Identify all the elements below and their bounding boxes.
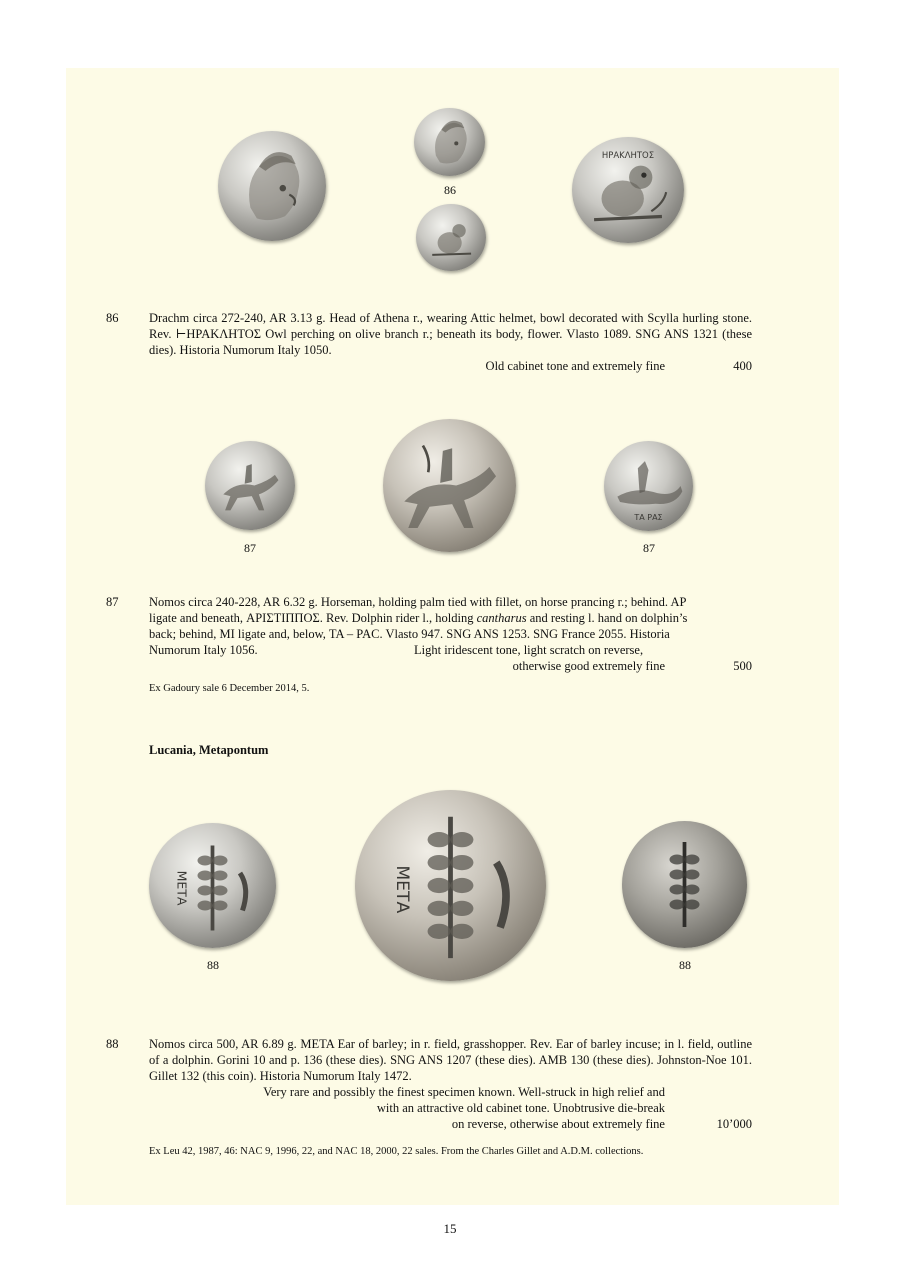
lot-condition — [200, 1084, 665, 1132]
lot-number: 88 — [106, 1037, 119, 1051]
meta-legend-text: ΜΕΤΑ — [392, 865, 413, 914]
owl-icon — [416, 204, 486, 271]
page-number: 15 — [443, 1221, 457, 1236]
barley-ear-icon — [355, 790, 546, 981]
lot-number: 87 — [106, 595, 119, 609]
lot-number: 86 — [106, 311, 119, 325]
desc-line-4: Numorum Italy 1056. — [149, 643, 258, 657]
dolphin-rider-icon — [604, 441, 693, 531]
lot-price: 400 — [733, 359, 752, 373]
lot-description: Drachm circa 272-240, AR 3.13 g. Head of Athena r., wearing Attic helmet, bowl decorated with Scylla hurling stone. Rev. ⊢ΗΡΑΚΛΗΤΟΣ Owl perching on olive branch r.; beneath its body, flower. Vlasto 1089. SNG ANS 1321 (these dies). Historia Numorum Italy 1050. — [149, 311, 752, 357]
coin-87-obverse-enlarged — [383, 419, 516, 552]
desc-line-2a: ligate and beneath, ΑΡΙΣΤΙΠΠΟΣ. Rev. Dolphin rider l., holding — [149, 611, 477, 625]
desc-line-3: back; behind, MI ligate and, below, TA – PAC. Vlasto 947. SNG ANS 1253. SNG France 2055. Historia — [149, 627, 670, 641]
lot-price: 10’000 — [716, 1117, 752, 1131]
horseman-icon — [383, 419, 516, 552]
lot-86 — [0, 310, 900, 380]
coin-87-reverse — [604, 441, 693, 531]
horseman-icon — [205, 441, 295, 530]
svg-text:ΤΑ ΡΑΣ: ΤΑ ΡΑΣ — [634, 512, 663, 522]
lot-price: 500 — [733, 659, 752, 673]
condition-line-2: with an attractive old cabinet tone. Unobtrusive die-break — [376, 1101, 665, 1115]
figure-label-88-right: 88 — [679, 958, 691, 972]
coin-87-obverse — [205, 441, 295, 530]
coin-86-reverse — [416, 204, 486, 271]
barley-ear-incuse-icon — [622, 821, 747, 948]
athena-head-icon — [218, 131, 326, 241]
lot-88-provenance: Ex Leu 42, 1987, 46: NAC 9, 1996, 22, and NAC 18, 2000, 22 sales. From the Charles Gillet and A.D.M. collections. — [149, 1146, 644, 1157]
barley-ear-icon — [149, 823, 276, 948]
section-heading: Lucania, Metapontum — [149, 743, 269, 757]
lot-87 — [0, 594, 900, 694]
lot-condition — [380, 642, 665, 674]
desc-line-1: Nomos circa 240-228, AR 6.32 g. Horseman, holding palm tied with fillet, on horse prancing r.; behind. AP — [149, 595, 687, 609]
coin-86-obverse-enlarged — [218, 131, 326, 241]
figure-label-88-left: 88 — [207, 958, 219, 972]
owl-icon — [572, 137, 684, 243]
condition-line-3: on reverse, otherwise about extremely fine — [451, 1117, 665, 1131]
owl-legend-text: ΗΡΑΚΛΗΤΟΣ — [601, 150, 655, 161]
coin-88-obverse — [149, 823, 276, 948]
lot-description: Nomos circa 500, AR 6.89 g. META Ear of barley; in r. field, grasshopper. Rev. Ear of barley incuse; in l. field, outline of a dolphin. Gorini 10 and p. 136 (these dies). SNG ANS 1207 (these dies). AMB 130 (these dies). Johnston-Noe 101. Gillet 132 (this coin). Historia Numorum Italy 1472. — [149, 1037, 752, 1083]
coin-86-obverse — [414, 108, 485, 176]
coin-88-obverse-enlarged — [355, 790, 546, 981]
condition-line-1: Light iridescent tone, light scratch on reverse, — [414, 643, 644, 657]
desc-line-2b: and resting l. hand on dolphin’s — [526, 611, 688, 625]
lot-87-provenance: Ex Gadoury sale 6 December 2014, 5. — [149, 683, 310, 694]
svg-text:ΜΕΤΑ: ΜΕΤΑ — [174, 870, 190, 906]
athena-head-icon — [414, 108, 485, 176]
coin-88-reverse — [622, 821, 747, 948]
lot-condition: Old cabinet tone and extremely fine — [485, 359, 665, 373]
figure-label-87-left: 87 — [244, 541, 256, 555]
condition-line-2: otherwise good extremely fine — [512, 659, 665, 673]
figure-label-87-right: 87 — [643, 541, 655, 555]
desc-line-2-italic: cantharus — [476, 611, 527, 625]
figure-label-86: 86 — [444, 183, 456, 197]
lot-88 — [0, 1036, 900, 1136]
coin-86-reverse-enlarged — [572, 137, 684, 243]
condition-line-1: Very rare and possibly the finest specimen known. Well-struck in high relief and — [263, 1085, 665, 1099]
